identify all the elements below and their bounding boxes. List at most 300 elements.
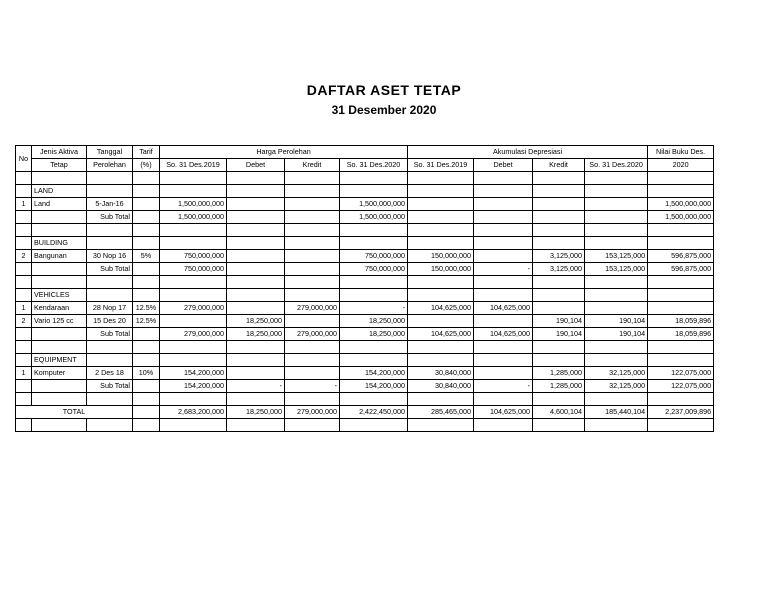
cell-tarif xyxy=(133,341,160,354)
footer-cell xyxy=(533,419,585,432)
cell-hp20: 18,250,000 xyxy=(340,328,408,341)
cell-tarif xyxy=(133,237,160,250)
cell-tarif xyxy=(133,185,160,198)
cell-adk xyxy=(533,211,585,224)
cell-ad19 xyxy=(408,211,474,224)
cell-nb: 1,500,000,000 xyxy=(648,211,714,224)
cell-adk xyxy=(533,393,585,406)
cell-tanggal xyxy=(87,289,133,302)
cell-hp19: 1,500,000,000 xyxy=(160,211,227,224)
cell-tanggal xyxy=(87,172,133,185)
cell-hp20 xyxy=(340,289,408,302)
cell-ad20: 190,104 xyxy=(585,315,648,328)
cell-ad20: 190,104 xyxy=(585,328,648,341)
cell-ad20 xyxy=(585,237,648,250)
cell-no xyxy=(16,289,32,302)
cell-hpd xyxy=(227,250,285,263)
cell-adk: 1,285,000 xyxy=(533,380,585,393)
cell-tanggal: Sub Total xyxy=(87,328,133,341)
cell-no: 1 xyxy=(16,302,32,315)
cell-nb xyxy=(648,185,714,198)
harga-perolehan-header: Harga Perolehan xyxy=(160,146,408,159)
footer-cell xyxy=(585,419,648,432)
cell-add xyxy=(474,354,533,367)
cell-hp19: 154,200,000 xyxy=(160,367,227,380)
cell-tanggal: 5-Jan-16 xyxy=(87,198,133,211)
cell-hpd xyxy=(227,302,285,315)
nilai-buku-header-2: 2020 xyxy=(648,159,714,172)
cell-ad20: 153,125,000 xyxy=(585,263,648,276)
footer-cell xyxy=(32,419,87,432)
cell-add xyxy=(474,185,533,198)
cell-hp19 xyxy=(160,172,227,185)
cell-ad20 xyxy=(585,224,648,237)
cell-hp20 xyxy=(340,341,408,354)
cell-hp20: 750,000,000 xyxy=(340,263,408,276)
cell-ad20 xyxy=(585,302,648,315)
ad-so2020-header: So. 31 Des.2020 xyxy=(585,159,648,172)
spacer-row xyxy=(16,224,714,237)
cell-ad19 xyxy=(408,341,474,354)
cell-jenis: Komputer xyxy=(32,367,87,380)
cell-adk xyxy=(533,172,585,185)
cell-jenis: Vario 125 cc xyxy=(32,315,87,328)
total-ad20: 185,440,104 xyxy=(585,406,648,419)
cell-hpd xyxy=(227,237,285,250)
cell-adk: 3,125,000 xyxy=(533,250,585,263)
cell-tarif xyxy=(133,380,160,393)
spacer-row xyxy=(16,393,714,406)
table-row xyxy=(16,250,714,263)
cell-no xyxy=(16,341,32,354)
cell-nb xyxy=(648,289,714,302)
cell-adk: 190,104 xyxy=(533,315,585,328)
hp-so2019-header: So. 31 Des.2019 xyxy=(160,159,227,172)
cell-adk xyxy=(533,354,585,367)
cell-jenis xyxy=(32,224,87,237)
header-row-1 xyxy=(16,146,714,159)
cell-hp20: 18,250,000 xyxy=(340,315,408,328)
cell-hp20 xyxy=(340,224,408,237)
cell-hpk xyxy=(285,250,340,263)
cell-hpk xyxy=(285,315,340,328)
ad-so2019-header: So. 31 Des.2019 xyxy=(408,159,474,172)
cell-hp19: 279,000,000 xyxy=(160,302,227,315)
cell-no xyxy=(16,380,32,393)
cell-hp20 xyxy=(340,276,408,289)
cell-adk xyxy=(533,185,585,198)
cell-jenis xyxy=(32,263,87,276)
hp-debet-header: Debet xyxy=(227,159,285,172)
cell-adk xyxy=(533,289,585,302)
cell-jenis: VEHICLES xyxy=(32,289,87,302)
cell-hp20 xyxy=(340,237,408,250)
cell-hp20 xyxy=(340,172,408,185)
cell-ad19 xyxy=(408,237,474,250)
cell-no: 1 xyxy=(16,198,32,211)
cell-add xyxy=(474,315,533,328)
cell-ad20 xyxy=(585,354,648,367)
cell-hpk: - xyxy=(285,380,340,393)
ad-kredit-header: Kredit xyxy=(533,159,585,172)
cell-ad19 xyxy=(408,198,474,211)
cell-no xyxy=(16,263,32,276)
cell-add: - xyxy=(474,263,533,276)
footer-row xyxy=(16,419,714,432)
cell-add xyxy=(474,393,533,406)
total-hp20: 2,422,450,000 xyxy=(340,406,408,419)
cell-tarif: 5% xyxy=(133,250,160,263)
footer-cell xyxy=(474,419,533,432)
cell-ad20: 32,125,000 xyxy=(585,367,648,380)
category-row xyxy=(16,354,714,367)
cell-tanggal xyxy=(87,185,133,198)
total-row xyxy=(16,406,714,419)
cell-no xyxy=(16,185,32,198)
cell-ad20 xyxy=(585,185,648,198)
cell-ad20 xyxy=(585,276,648,289)
cell-ad19: 104,625,000 xyxy=(408,328,474,341)
cell-add xyxy=(474,276,533,289)
cell-hp19 xyxy=(160,354,227,367)
cell-jenis: Bangunan xyxy=(32,250,87,263)
cell-ad19 xyxy=(408,354,474,367)
cell-tarif xyxy=(133,328,160,341)
cell-hpd xyxy=(227,263,285,276)
cell-hpk xyxy=(285,185,340,198)
cell-ad19 xyxy=(408,289,474,302)
cell-add: 104,625,000 xyxy=(474,302,533,315)
cell-hpd xyxy=(227,354,285,367)
category-row xyxy=(16,237,714,250)
cell-hp19 xyxy=(160,276,227,289)
cell-hpk xyxy=(285,393,340,406)
cell-hpk xyxy=(285,341,340,354)
cell-nb xyxy=(648,341,714,354)
footer-cell xyxy=(408,419,474,432)
ad-debet-header: Debet xyxy=(474,159,533,172)
subtotal-row xyxy=(16,211,714,224)
cell-ad20 xyxy=(585,393,648,406)
total-adk: 4,600,104 xyxy=(533,406,585,419)
akumulasi-depresiasi-header: Akumulasi Depresiasi xyxy=(408,146,648,159)
cell-ad20: 153,125,000 xyxy=(585,250,648,263)
col-jenis-header-2: Tetap xyxy=(32,159,87,172)
col-no-header: No xyxy=(16,146,32,172)
document-title: DAFTAR ASET TETAP xyxy=(306,82,462,98)
cell-nb: 596,875,000 xyxy=(648,250,714,263)
fixed-asset-table xyxy=(15,145,714,432)
cell-tanggal: 15 Des 20 xyxy=(87,315,133,328)
cell-add: - xyxy=(474,380,533,393)
cell-jenis xyxy=(32,211,87,224)
cell-no xyxy=(16,328,32,341)
cell-hp19 xyxy=(160,185,227,198)
cell-adk: 3,125,000 xyxy=(533,263,585,276)
cell-tanggal xyxy=(87,354,133,367)
spacer-row xyxy=(16,341,714,354)
cell-hp19 xyxy=(160,237,227,250)
cell-no xyxy=(16,276,32,289)
cell-adk xyxy=(533,198,585,211)
footer-cell xyxy=(16,419,32,432)
cell-ad19 xyxy=(408,315,474,328)
cell-jenis xyxy=(32,341,87,354)
cell-hp19 xyxy=(160,224,227,237)
cell-ad19: 104,625,000 xyxy=(408,302,474,315)
table-row xyxy=(16,367,714,380)
cell-hpd xyxy=(227,224,285,237)
document-subtitle: 31 Desember 2020 xyxy=(331,103,437,117)
cell-add xyxy=(474,367,533,380)
cell-tanggal: Sub Total xyxy=(87,263,133,276)
total-label: TOTAL xyxy=(16,406,133,419)
cell-no xyxy=(16,393,32,406)
cell-nb xyxy=(648,276,714,289)
cell-jenis: Kendaraan xyxy=(32,302,87,315)
cell-hpk: 279,000,000 xyxy=(285,302,340,315)
cell-jenis xyxy=(32,328,87,341)
cell-hpk xyxy=(285,289,340,302)
total-nb: 2,237,009,896 xyxy=(648,406,714,419)
cell-hpk xyxy=(285,276,340,289)
cell-hp19 xyxy=(160,341,227,354)
col-tanggal-header-2: Perolehan xyxy=(87,159,133,172)
nilai-buku-header: Nilai Buku Des. xyxy=(648,146,714,159)
cell-add xyxy=(474,172,533,185)
cell-tanggal: Sub Total xyxy=(87,380,133,393)
cell-tanggal xyxy=(87,276,133,289)
cell-ad19 xyxy=(408,172,474,185)
cell-tarif: 12.5% xyxy=(133,302,160,315)
cell-nb: 596,875,000 xyxy=(648,263,714,276)
cell-nb: 122,075,000 xyxy=(648,380,714,393)
cell-hp19: 750,000,000 xyxy=(160,263,227,276)
cell-add xyxy=(474,198,533,211)
cell-adk: 190,104 xyxy=(533,328,585,341)
cell-tarif xyxy=(133,289,160,302)
cell-hp20: 1,500,000,000 xyxy=(340,211,408,224)
hp-so2020-header: So. 31 Des.2020 xyxy=(340,159,408,172)
cell-tarif xyxy=(133,198,160,211)
cell-no: 2 xyxy=(16,315,32,328)
cell-hp20: 1,500,000,000 xyxy=(340,198,408,211)
total-add: 104,625,000 xyxy=(474,406,533,419)
cell-tanggal: 30 Nop 16 xyxy=(87,250,133,263)
total-hpk: 279,000,000 xyxy=(285,406,340,419)
cell-hpk xyxy=(285,354,340,367)
cell-nb: 18,059,896 xyxy=(648,328,714,341)
table-row xyxy=(16,198,714,211)
total-ad19: 285,465,000 xyxy=(408,406,474,419)
col-jenis-header: Jenis Aktiva xyxy=(32,146,87,159)
footer-cell xyxy=(340,419,408,432)
cell-tarif xyxy=(133,276,160,289)
cell-ad19: 150,000,000 xyxy=(408,263,474,276)
footer-cell xyxy=(285,419,340,432)
footer-cell xyxy=(648,419,714,432)
cell-jenis: Land xyxy=(32,198,87,211)
hp-kredit-header: Kredit xyxy=(285,159,340,172)
cell-hp20: 154,200,000 xyxy=(340,380,408,393)
cell-ad20 xyxy=(585,211,648,224)
cell-ad19 xyxy=(408,185,474,198)
cell-add xyxy=(474,289,533,302)
cell-ad19 xyxy=(408,224,474,237)
cell-hpk xyxy=(285,237,340,250)
cell-ad20 xyxy=(585,198,648,211)
cell-tanggal: 28 Nop 17 xyxy=(87,302,133,315)
cell-tanggal xyxy=(87,393,133,406)
col-tarif-header-2: (%) xyxy=(133,159,160,172)
cell-hpd: 18,250,000 xyxy=(227,315,285,328)
col-tarif-header: Tarif xyxy=(133,146,160,159)
cell-hpk: 279,000,000 xyxy=(285,328,340,341)
cell-hpd xyxy=(227,367,285,380)
cell-tarif xyxy=(133,354,160,367)
cell-no: 1 xyxy=(16,367,32,380)
cell-adk xyxy=(533,341,585,354)
cell-tarif: 10% xyxy=(133,367,160,380)
table-row xyxy=(16,315,714,328)
cell-hpk xyxy=(285,211,340,224)
category-row xyxy=(16,185,714,198)
cell-ad20 xyxy=(585,341,648,354)
cell-jenis: BUILDING xyxy=(32,237,87,250)
footer-cell xyxy=(227,419,285,432)
total-hpd: 18,250,000 xyxy=(227,406,285,419)
cell-jenis: EQUIPMENT xyxy=(32,354,87,367)
cell-tanggal xyxy=(87,237,133,250)
cell-ad20 xyxy=(585,289,648,302)
cell-adk xyxy=(533,224,585,237)
cell-jenis: LAND xyxy=(32,185,87,198)
cell-hpk xyxy=(285,224,340,237)
cell-nb xyxy=(648,224,714,237)
cell-tanggal xyxy=(87,224,133,237)
cell-tanggal: 2 Des 18 xyxy=(87,367,133,380)
cell-adk: 1,285,000 xyxy=(533,367,585,380)
subtotal-row xyxy=(16,328,714,341)
cell-jenis xyxy=(32,172,87,185)
cell-tarif xyxy=(133,224,160,237)
cell-jenis xyxy=(32,276,87,289)
cell-hp19: 750,000,000 xyxy=(160,250,227,263)
cell-hp20: 154,200,000 xyxy=(340,367,408,380)
cell-hpd xyxy=(227,341,285,354)
footer-cell xyxy=(133,419,160,432)
cell-ad20: 32,125,000 xyxy=(585,380,648,393)
table-row xyxy=(16,302,714,315)
cell-hp19 xyxy=(160,289,227,302)
cell-no xyxy=(16,354,32,367)
cell-hpd xyxy=(227,276,285,289)
cell-hpk xyxy=(285,172,340,185)
cell-nb xyxy=(648,393,714,406)
cell-tarif xyxy=(133,263,160,276)
cell-tanggal: Sub Total xyxy=(87,211,133,224)
cell-adk xyxy=(533,276,585,289)
cell-nb xyxy=(648,237,714,250)
cell-add: 104,625,000 xyxy=(474,328,533,341)
cell-hp19: 1,500,000,000 xyxy=(160,198,227,211)
cell-hpd xyxy=(227,198,285,211)
cell-hp19 xyxy=(160,393,227,406)
cell-nb xyxy=(648,354,714,367)
cell-hp19 xyxy=(160,315,227,328)
cell-no xyxy=(16,211,32,224)
subtotal-row xyxy=(16,263,714,276)
cell-ad19: 150,000,000 xyxy=(408,250,474,263)
cell-tarif xyxy=(133,393,160,406)
cell-tarif xyxy=(133,211,160,224)
cell-nb: 1,500,000,000 xyxy=(648,198,714,211)
footer-cell xyxy=(87,419,133,432)
cell-hpd xyxy=(227,211,285,224)
cell-hp20: 750,000,000 xyxy=(340,250,408,263)
cell-nb xyxy=(648,172,714,185)
cell-nb xyxy=(648,302,714,315)
cell-ad20 xyxy=(585,172,648,185)
cell-add xyxy=(474,211,533,224)
cell-adk xyxy=(533,302,585,315)
category-row xyxy=(16,289,714,302)
cell-add xyxy=(474,341,533,354)
cell-hp19: 154,200,000 xyxy=(160,380,227,393)
footer-cell xyxy=(160,419,227,432)
cell-ad19: 30,840,000 xyxy=(408,380,474,393)
cell-no xyxy=(16,237,32,250)
total-hp19: 2,683,200,000 xyxy=(160,406,227,419)
cell-tarif xyxy=(133,172,160,185)
cell-tanggal xyxy=(87,341,133,354)
cell-nb: 122,075,000 xyxy=(648,367,714,380)
cell-hpd xyxy=(227,185,285,198)
col-tanggal-header: Tanggal xyxy=(87,146,133,159)
cell-ad19: 30,840,000 xyxy=(408,367,474,380)
cell-tarif: 12.5% xyxy=(133,315,160,328)
cell-add xyxy=(474,250,533,263)
cell-hp20: - xyxy=(340,302,408,315)
cell-hp19: 279,000,000 xyxy=(160,328,227,341)
cell-add xyxy=(474,237,533,250)
cell-no xyxy=(16,172,32,185)
spacer-row xyxy=(16,172,714,185)
cell-tarif xyxy=(133,406,160,419)
cell-hpd xyxy=(227,393,285,406)
cell-ad19 xyxy=(408,393,474,406)
header-row-2 xyxy=(16,159,714,172)
cell-hp20 xyxy=(340,393,408,406)
subtotal-row xyxy=(16,380,714,393)
spacer-row xyxy=(16,276,714,289)
cell-ad19 xyxy=(408,276,474,289)
cell-hpk xyxy=(285,367,340,380)
cell-jenis xyxy=(32,393,87,406)
cell-hpd: 18,250,000 xyxy=(227,328,285,341)
cell-hpd xyxy=(227,172,285,185)
cell-hpd: - xyxy=(227,380,285,393)
cell-nb: 18,059,896 xyxy=(648,315,714,328)
cell-jenis xyxy=(32,380,87,393)
cell-hpk xyxy=(285,198,340,211)
cell-hp20 xyxy=(340,185,408,198)
cell-adk xyxy=(533,237,585,250)
cell-hp20 xyxy=(340,354,408,367)
cell-hpk xyxy=(285,263,340,276)
cell-no: 2 xyxy=(16,250,32,263)
cell-add xyxy=(474,224,533,237)
